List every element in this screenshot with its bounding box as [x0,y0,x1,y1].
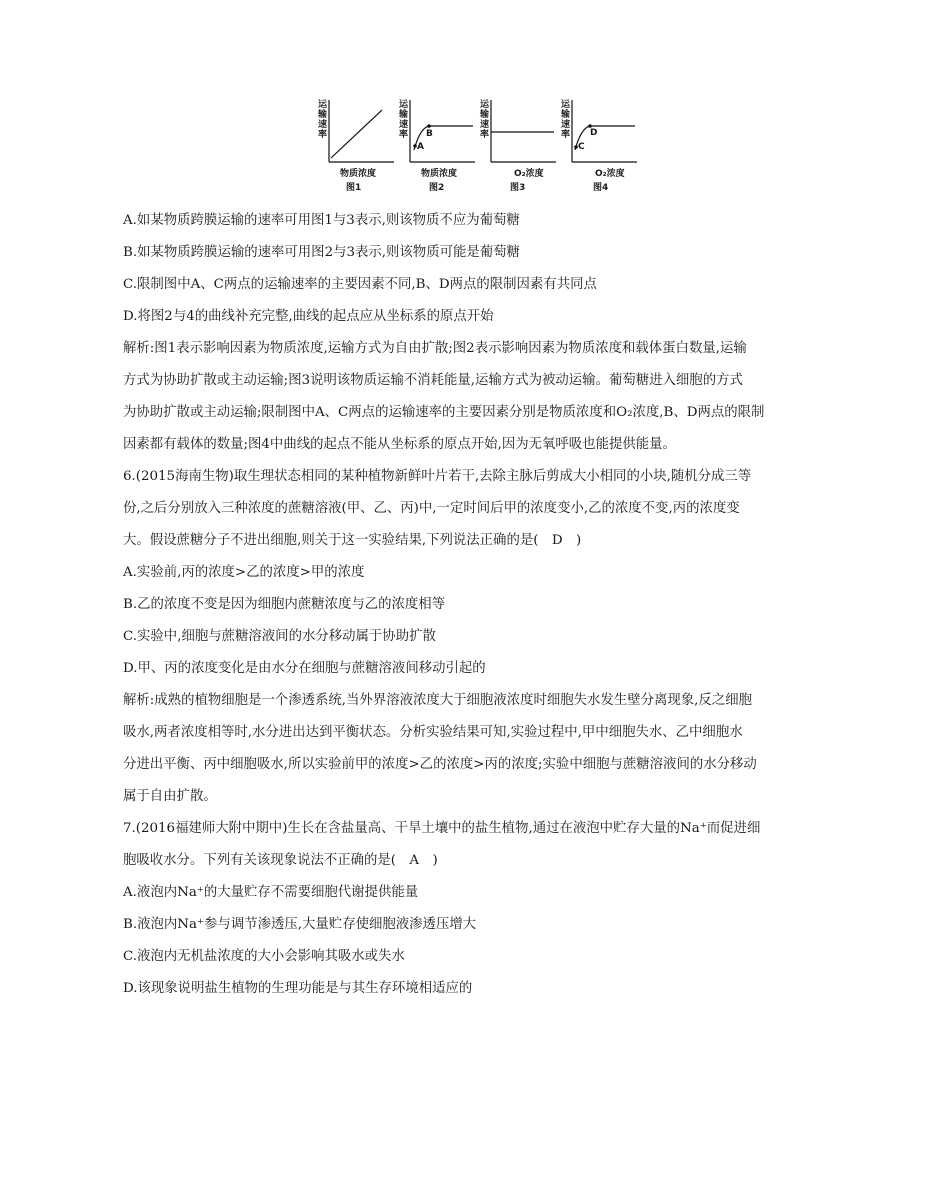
figure-3-xlabel: O₂浓度 [514,169,544,179]
figure-2 [393,92,483,198]
figure-1-plot [312,92,402,172]
point-a-label: A [417,142,424,152]
option-d: D.甲、丙的浓度变化是由水分在细胞与蔗糖溶液间移动引起的 [123,661,486,676]
figure-4-caption: 图4 [593,183,609,193]
question-6-line: 大。假设蔗糖分子不进出细胞,则关于这一实验结果,下列说法正确的是( D ) [123,533,582,548]
option-c: C.实验中,细胞与蔗糖溶液间的水分移动属于协助扩散 [123,629,436,644]
figure-1-xlabel: 物质浓度 [340,169,377,179]
figure-3-ylabel: 运输速率 [480,100,490,140]
figure-4-plot [555,92,645,172]
figure-1-caption: 图1 [346,183,362,193]
analysis-line: 解析:图1表示影响因素为物质浓度,运输方式为自由扩散;图2表示影响因素为物质浓度和载体蛋白数量,运输 [123,341,747,356]
option-a: A.实验前,丙的浓度>乙的浓度>甲的浓度 [123,565,365,580]
option-a: A.液泡内Na⁺的大量贮存不需要细胞代谢提供能量 [123,885,419,900]
option-a: A.如某物质跨膜运输的速率可用图1与3表示,则该物质不应为葡萄糖 [123,213,520,228]
figure-4-xlabel: O₂浓度 [595,169,625,179]
question-6-line: 6.(2015海南生物)取生理状态相同的某种植物新鲜叶片若干,去除主脉后剪成大小相同的小块,随机分成三等 [123,469,752,484]
figure-2-ylabel: 运输速率 [399,100,409,140]
figure-2-caption: 图2 [429,183,445,193]
point-b-dot [427,124,431,128]
option-d: D.将图2与4的曲线补充完整,曲线的起点应从坐标系的原点开始 [123,309,494,324]
analysis-line: 因素都有载体的数量;图4中曲线的起点不能从坐标系的原点开始,因为无氧呼吸也能提供能量。 [123,437,676,452]
figure-1-ylabel: 运输速率 [318,100,328,140]
option-b: B.乙的浓度不变是因为细胞内蔗糖浓度与乙的浓度相等 [123,597,446,612]
analysis-line: 吸水,两者浓度相等时,水分进出达到平衡状态。分析实验结果可知,实验过程中,甲中细胞失水、乙中细胞水 [123,725,743,740]
document-body [123,205,833,1005]
option-c: C.限制图中A、C两点的运输速率的主要因素不同,B、D两点的限制因素有共同点 [123,277,597,292]
figure-4-ylabel: 运输速率 [561,100,571,140]
option-c: C.液泡内无机盐浓度的大小会影响其吸水或失水 [123,949,405,964]
figure-2-plot [393,92,483,172]
figure-4 [555,92,645,198]
figure-1 [312,92,402,198]
analysis-line: 分进出平衡、丙中细胞吸水,所以实验前甲的浓度>乙的浓度>丙的浓度;实验中细胞与蔗糖溶液间的水分移动 [123,757,757,772]
figure-3-plot [474,92,564,172]
analysis-line: 方式为协助扩散或主动运输;图3说明该物质运输不消耗能量,运输方式为被动运输。葡萄糖进入细胞的方式 [123,373,743,388]
point-c-label: C [578,142,585,152]
figure-3 [474,92,564,198]
figure-row [0,92,950,202]
analysis-line: 属于自由扩散。 [123,789,217,804]
linear-curve [331,110,382,158]
option-b: B.液泡内Na⁺参与调节渗透压,大量贮存使细胞液渗透压增大 [123,917,477,932]
point-d-label: D [590,128,598,138]
figure-3-caption: 图3 [510,183,526,193]
question-7-line: 胞吸收水分。下列有关该现象说法不正确的是( A ) [123,853,438,868]
analysis-line: 为协助扩散或主动运输;限制图中A、C两点的运输速率的主要因素分别是物质浓度和O₂浓度,B、D两点的限制 [123,405,765,420]
option-d: D.该现象说明盐生植物的生理功能是与其生存环境相适应的 [123,981,473,996]
figure-2-xlabel: 物质浓度 [421,169,458,179]
question-7-line: 7.(2016福建师大附中期中)生长在含盐量高、干旱土壤中的盐生植物,通过在液泡中贮存大量的Na⁺而促进细 [123,821,761,836]
option-b: B.如某物质跨膜运输的速率可用图2与3表示,则该物质可能是葡萄糖 [123,245,520,260]
question-6-line: 份,之后分别放入三种浓度的蔗糖溶液(甲、乙、丙)中,一定时间后甲的浓度变小,乙的浓度不变,丙的浓度变 [123,501,740,516]
point-b-label: B [426,129,433,139]
analysis-line: 解析:成熟的植物细胞是一个渗透系统,当外界溶液浓度大于细胞液浓度时细胞失水发生壁分离现象,反之细胞 [123,693,752,708]
